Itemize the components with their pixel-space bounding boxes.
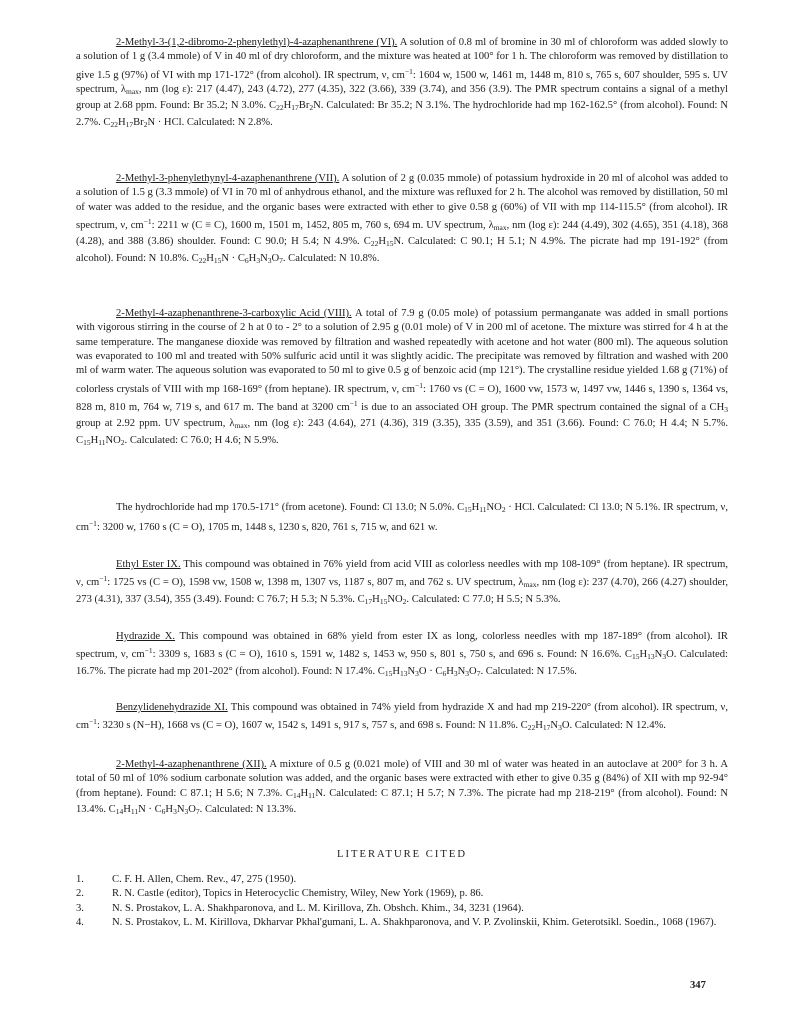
para-hydrazide-x bbox=[76, 630, 728, 681]
text-run: H bbox=[300, 787, 309, 799]
reference-item bbox=[76, 916, 728, 930]
subscript: 3 bbox=[267, 255, 272, 265]
text-run: : 3230 s (N−H), 1668 vs (C = O), 1607 w, 1542 s, 1491 s, 917 s, 757 s, and 698 s. Found: N 11.8%. C bbox=[96, 720, 528, 732]
paragraph-text bbox=[76, 630, 728, 681]
subscript: max bbox=[523, 580, 537, 590]
subscript: 17 bbox=[542, 723, 551, 733]
text-run: N · HCl. Calculated: N 2.8%. bbox=[147, 116, 273, 128]
text-run: N. Calculated: C 87.1; H 5.7; N 7.3%. The picrate had mp 218-219° (from alcohol). Found: N 13.4%. C bbox=[76, 787, 728, 816]
text-run: N · C bbox=[221, 252, 245, 264]
reference-item bbox=[76, 873, 728, 887]
reference-text: C. F. H. Allen, Chem. Rev., 47, 275 (1950). bbox=[112, 874, 297, 885]
text-run: H bbox=[372, 593, 380, 605]
subscript: 22 bbox=[198, 255, 207, 265]
subscript: 3 bbox=[184, 807, 189, 817]
text-run: N bbox=[654, 649, 663, 661]
text-run: : 3200 w, 1760 s (C = O), 1705 m, 1448 s, 1230 s, 820, 761 s, 715 w, and 621 w. bbox=[96, 522, 438, 534]
text-run: NO bbox=[486, 502, 502, 513]
subscript: 6 bbox=[244, 255, 249, 265]
subscript: 2 bbox=[501, 505, 506, 514]
subscript: 6 bbox=[442, 668, 447, 678]
subscript: 3 bbox=[662, 652, 667, 662]
text-run: N · C bbox=[138, 804, 162, 816]
text-run: O bbox=[469, 665, 477, 677]
text-run: : 2211 w (C ≡ C), 1600 m, 1501 m, 1452, 805 m, 760 s, 694 m. UV spectrum, λ bbox=[151, 220, 494, 232]
text-run: H bbox=[117, 116, 126, 128]
text-run: This compound was obtained in 76% yield from acid VIII as colorless needles with mp 108-109° (from heptane). IR spectrum, ν, cm bbox=[76, 559, 728, 589]
text-run: N. Calculated: Br 35.2; N 3.1%. The hydrochloride had mp 162-162.5° (from alcohol). Found: N 2.7%. C bbox=[76, 100, 728, 128]
subscript: 17 bbox=[364, 596, 373, 606]
subscript: 14 bbox=[115, 807, 124, 817]
text-run: The hydrochloride had mp 170.5-171° (from acetone). Found: Cl 13.0; N 5.0%. C bbox=[116, 502, 465, 513]
text-run: . Calculated: N 17.5%. bbox=[480, 665, 577, 677]
compound-title: Ethyl Ester IX. bbox=[116, 559, 181, 570]
para-compound-vi bbox=[76, 36, 728, 132]
text-run: O. Calculated: N 12.4%. bbox=[561, 720, 666, 732]
text-run: O bbox=[271, 252, 280, 264]
subscript: 15 bbox=[464, 505, 472, 514]
subscript: 15 bbox=[386, 239, 394, 249]
paragraph-text bbox=[76, 501, 728, 536]
reference-item bbox=[76, 887, 728, 901]
para-ethyl-ester-ix bbox=[76, 558, 728, 609]
subscript: max bbox=[234, 421, 248, 431]
subscript: 15 bbox=[632, 652, 640, 662]
compound-title: Hydrazide X. bbox=[116, 631, 176, 642]
subscript: 22 bbox=[110, 119, 118, 129]
para-compound-vii bbox=[76, 172, 728, 268]
subscript: 15 bbox=[213, 255, 222, 265]
reference-number: 4. bbox=[76, 917, 84, 929]
subscript: 3 bbox=[415, 668, 419, 678]
text-run: NO bbox=[387, 593, 403, 605]
text-run: O bbox=[188, 804, 196, 816]
text-run: Br bbox=[298, 100, 310, 112]
paragraph-text bbox=[76, 758, 728, 819]
text-run: N bbox=[260, 252, 268, 264]
subscript: 3 bbox=[465, 668, 470, 678]
subscript: 17 bbox=[291, 103, 299, 113]
text-run: N bbox=[457, 665, 466, 677]
subscript: 7 bbox=[279, 255, 283, 265]
subscript: 2 bbox=[143, 119, 148, 129]
subscript: 2 bbox=[402, 596, 407, 606]
text-run: is due to an associated OH group. The PMR spectrum contained the signal of a CH bbox=[357, 402, 725, 414]
text-run: A mixture of 0.5 g (0.021 mole) of VIII and 30 ml of water was heated in an autoclave at 200° for 3 h. A total of 50 ml of 10% sodium carbonate solution was added, and the organic bases were extracted with ether to give 0.35 g (84%) of XII with mp 92-94° (from heptane). Found: C 87.1; H 5.6; N 7.3%. C bbox=[76, 759, 728, 799]
text-run: H bbox=[283, 100, 292, 112]
subscript: 15 bbox=[83, 437, 91, 447]
subscript: 2 bbox=[120, 437, 125, 447]
superscript: −1 bbox=[99, 574, 108, 584]
text-run: A solution of 0.8 ml of bromine in 30 ml of chloroform was added slowly to a solution of 1 g (3.4 mmole) of V in 40 ml of dry chloroform, and the mixture was heated at 100° for 1 h. The chloroform was removed by distillation to give 1.5 g (97%) of VI with mp 171-172° (from alcohol). IR spectrum, ν, cm bbox=[76, 37, 729, 81]
text-run: H bbox=[639, 649, 648, 661]
subscript: 3 bbox=[558, 723, 562, 733]
text-run: N bbox=[176, 804, 185, 816]
subscript: 17 bbox=[125, 119, 134, 129]
text-run: : 1725 vs (C = O), 1598 vw, 1508 w, 1398 m, 1307 vs, 1187 s, 807 m, and 762 s. UV spectrum, λ bbox=[107, 577, 524, 589]
superscript: −1 bbox=[415, 380, 423, 390]
text-run: H bbox=[90, 434, 99, 446]
text-run: group at 2.92 ppm. UV spectrum, λ bbox=[76, 418, 235, 430]
reference-text: N. S. Prostakov, L. A. Shakhparonova, and L. M. Kirillova, Zh. Obshch. Khim., 34, 3231 (1964). bbox=[112, 902, 524, 914]
text-run: , nm (log ε): 237 (4.70), 266 (4.27) shoulder, 273 (4.31), 337 (3.54), 355 (3.49). Found: C 76.7; H 5.3; N 5.3%. C bbox=[76, 577, 728, 605]
text-run: H bbox=[535, 720, 543, 732]
para-compound-viii bbox=[76, 307, 728, 450]
compound-title: 2-Methyl-3-(1,2-dibromo-2-phenylethyl)-4-azaphenanthrene (VI). bbox=[116, 37, 398, 48]
text-run: H bbox=[446, 665, 454, 677]
reference-text: R. N. Castle (editor), Topics in Heterocyclic Chemistry, Wiley, New York (1969), p. 86. bbox=[112, 888, 484, 900]
subscript: max bbox=[126, 87, 139, 97]
subscript: 7 bbox=[195, 807, 200, 817]
subscript: 7 bbox=[476, 668, 481, 678]
superscript: −1 bbox=[143, 217, 152, 227]
text-run: , nm (log ε): 244 (4.49), 302 (4.65), 351 (4.18), 368 (4.28), and 388 (3.86) shoulder. Found: C 90.0; H 5.4; N 4.9%. C bbox=[76, 220, 728, 248]
para-hydrochloride bbox=[76, 501, 728, 536]
superscript: −1 bbox=[88, 717, 97, 727]
text-run: N bbox=[407, 665, 416, 677]
compound-title: 2-Methyl-4-azaphenanthrene-3-carboxylic Acid (VIII). bbox=[116, 308, 352, 319]
text-run: . Calculated: N 13.3%. bbox=[199, 804, 297, 816]
para-compound-xii bbox=[76, 758, 728, 819]
text-run: This compound was obtained in 68% yield from ester IX as long, colorless needles with mp 187-189° (from alcohol). IR spectrum, ν, cm bbox=[76, 631, 728, 661]
subscript: 11 bbox=[130, 807, 139, 817]
text-run: Br bbox=[133, 116, 144, 128]
text-run: : 1604 w, 1500 w, 1461 m, 1448 m, 810 s, 765 s, 607 shoulder, 595 s. UV spectrum, λ bbox=[76, 69, 728, 96]
paragraph-text bbox=[76, 36, 728, 132]
text-run: This compound was obtained in 74% yield from hydrazide X and had mp 219-220° (from alcohol). IR spectrum, ν, cm bbox=[76, 702, 728, 732]
text-run: A solution of 2 g (0.035 mmole) of potassium hydroxide in 20 ml of alcohol was added to a solution of 1.5 g (3.3 mmole) of VI in 70 ml of anhydrous ethanol, and the mixture was refluxed for 2 h. The alcohol was removed by distillation, 50 ml of water was added to the residue, and the organic bases were extracted with ether to give 0.58 g (60%) of VII with mp 114-115.5° (from alcohol). IR spectrum, ν, cm bbox=[76, 173, 728, 232]
subscript: 2 bbox=[309, 103, 314, 113]
reference-number: 3. bbox=[76, 902, 84, 914]
text-run: O · C bbox=[418, 665, 443, 677]
subscript: 11 bbox=[308, 790, 316, 800]
text-run: , nm (log ε): 217 (4.47), 243 (4.72), 277 (4.35), 322 (3.66), 339 (3.74), and 356 (3.9). The PMR spectrum contains a signal of a methyl group at 2.68 ppm. Found: Br 35.2; N 3.0%. C bbox=[76, 84, 729, 112]
subscript: 3 bbox=[453, 668, 458, 678]
paragraph-text bbox=[76, 701, 728, 736]
subscript: 15 bbox=[379, 596, 388, 606]
subscript: 14 bbox=[292, 790, 301, 800]
reference-text: N. S. Prostakov, L. M. Kirillova, Dkharvar Pkhal'gumani, L. A. Shakhparonova, and V. P. Zvolinskii, Khim. Geterotsikl. Soedin., 1068 (1967). bbox=[112, 917, 717, 929]
text-run: N. Calculated: C 90.1; H 5.1; N 4.9%. The picrate had mp 191-192° (from alcohol). Found: N 10.8%. C bbox=[76, 236, 728, 264]
text-run: H bbox=[123, 804, 131, 816]
text-run: A total of 7.9 g (0.05 mole) of potassium permanganate was added in small portions with vigorous stirring in the course of 2 h at 0 to - 2° to a solution of 2.95 g (0.01 mole) of V in 200 ml of acetone. The mixture was stirred for 4 h at the same temperature. The manganese dioxide was removed by filtration and washed repeatedly with acetone and hot water (800 ml). The aqueous solution was evaporated to 100 ml and treated with 50% sulfuric acid until it was slightly acidic. The precipitate was removed by filtration and washed with 200 ml of warm water. The aqueous solution was evaporated to 50 ml to give 0.5 g of benzoic acid (mp 121°). The crystalline residue yielded 1.68 g (71%) of colorless crystals of VIII with mp 168-169° (from heptane). IR spectrum, ν, cm bbox=[76, 308, 729, 395]
paragraph-text bbox=[76, 307, 728, 450]
text-run: H bbox=[392, 665, 401, 677]
paragraph-text bbox=[76, 558, 728, 609]
subscript: 22 bbox=[276, 103, 284, 113]
compound-title: Benzylidenehydrazide XI. bbox=[116, 702, 228, 713]
compound-title: 2-Methyl-4-azaphenanthrene (XII). bbox=[116, 759, 267, 770]
text-run: N bbox=[550, 720, 559, 732]
text-run: . Calculated: N 10.8%. bbox=[282, 252, 380, 264]
subscript: 13 bbox=[400, 668, 408, 678]
literature-heading: LITERATURE CITED bbox=[337, 849, 467, 860]
page-number: 347 bbox=[690, 980, 706, 991]
text-run: O. Calculated: 16.7%. The picrate had mp 201-202° (from alcohol). Found: N 17.4%. C bbox=[76, 649, 728, 677]
text-run: H bbox=[248, 252, 257, 264]
subscript: 3 bbox=[256, 255, 261, 265]
text-run: · HCl. Calculated: Cl 13.0; N 5.1%. IR spectrum, ν, cm bbox=[76, 502, 728, 534]
text-run: . Calculated: C 77.0; H 5.5; N 5.3%. bbox=[406, 593, 561, 605]
subscript: 22 bbox=[370, 239, 379, 249]
subscript: 3 bbox=[173, 807, 177, 817]
superscript: −1 bbox=[404, 66, 413, 76]
paragraph-text bbox=[76, 172, 728, 268]
subscript: 6 bbox=[161, 807, 166, 817]
superscript: −1 bbox=[349, 399, 358, 409]
reference-number: 1. bbox=[76, 874, 84, 885]
subscript: max bbox=[493, 223, 507, 233]
para-benzylidenehydrazide-xi bbox=[76, 701, 728, 736]
compound-title: 2-Methyl-3-phenylethynyl-4-azaphenanthrene (VII). bbox=[116, 173, 340, 184]
reference-number: 2. bbox=[76, 888, 84, 900]
text-run: , nm (log ε): 243 (4.64), 271 (4.36), 319 (3.35), 335 (3.59), and 351 (3.66). Found: C 76.0; H 4.4; N 5.7%. C bbox=[76, 418, 729, 446]
subscript: 11 bbox=[479, 505, 487, 514]
superscript: −1 bbox=[144, 646, 153, 656]
superscript: −1 bbox=[88, 519, 97, 529]
subscript: 3 bbox=[724, 405, 728, 415]
subscript: 22 bbox=[527, 723, 536, 733]
text-run: : 3309 s, 1683 s (C = O), 1610 s, 1591 w, 1482 s, 1453 w, 950 s, 801 s, 750 s, and 696 s. Found: N 16.6%. C bbox=[152, 649, 632, 661]
text-run: H bbox=[471, 502, 480, 513]
text-run: H bbox=[378, 236, 387, 248]
text-run: . Calculated: C 76.0; H 4.6; N 5.9%. bbox=[124, 434, 279, 446]
subscript: 15 bbox=[384, 668, 393, 678]
text-run: H bbox=[206, 252, 214, 264]
subscript: 11 bbox=[98, 437, 106, 447]
subscript: 13 bbox=[647, 652, 655, 662]
reference-list bbox=[76, 873, 728, 930]
reference-item bbox=[76, 902, 728, 916]
text-run: : 1760 vs (C = O), 1600 vw, 1573 w, 1497 vw, 1446 s, 1390 s, 1364 vs, 828 m, 810 m, 764 w, 719 s, and 617 m. The band at 3200 cm bbox=[76, 383, 728, 414]
text-run: NO bbox=[105, 434, 121, 446]
text-run: H bbox=[165, 804, 174, 816]
